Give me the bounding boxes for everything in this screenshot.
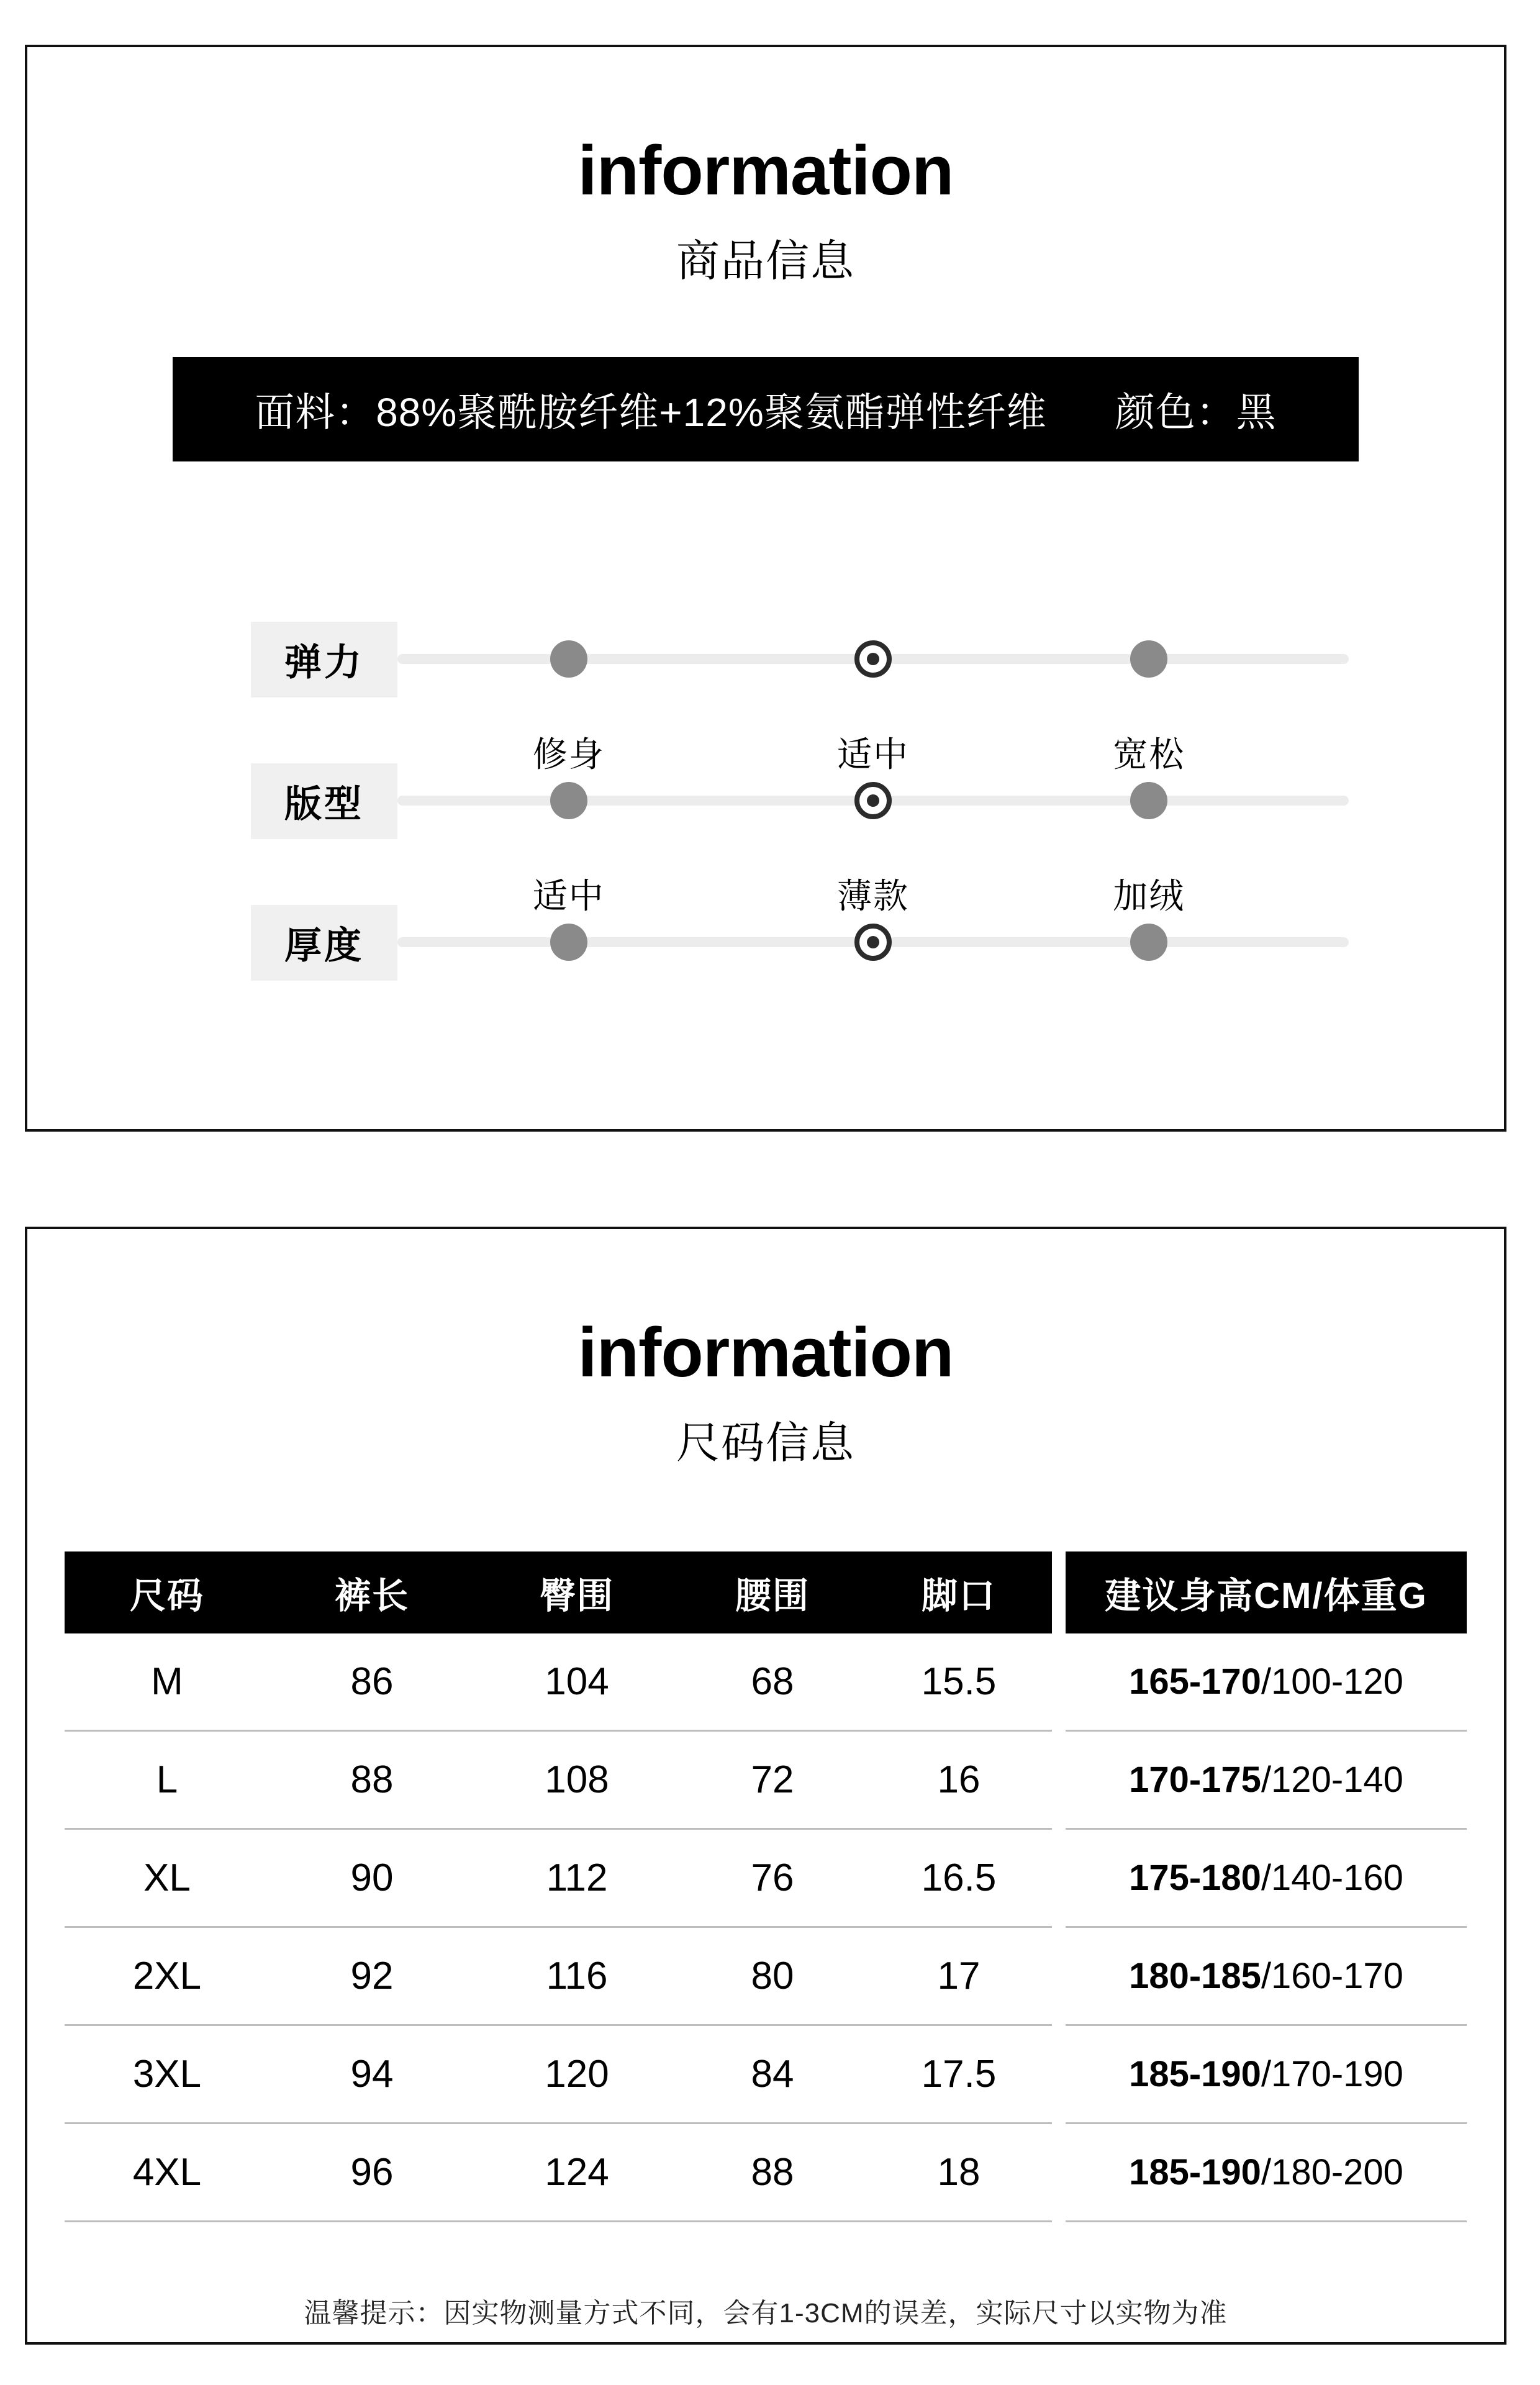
- attribute-track-thickness: [397, 869, 1349, 1011]
- product-panel-title-en: information: [578, 132, 954, 209]
- cell-waist: 68: [679, 1633, 866, 1732]
- cell-recommendation: [1066, 2124, 1467, 2222]
- product-information-panel: [25, 45, 1506, 1132]
- cell-hip: 116: [474, 1928, 679, 2026]
- size-table-header-row: [65, 1551, 1467, 1633]
- size-panel-title-en: information: [578, 1314, 954, 1391]
- size-table: [65, 1551, 1467, 2222]
- rec-weight: /120-140: [1261, 1759, 1403, 1800]
- attribute-row-elasticity: [251, 586, 1349, 727]
- rec-weight: /180-200: [1261, 2151, 1403, 2192]
- attribute-row-thickness: [251, 869, 1349, 1011]
- cell-length: 86: [270, 1633, 474, 1732]
- table-row: [65, 1633, 1467, 1732]
- cell-size: 4XL: [65, 2124, 270, 2222]
- column-header-hip: 臀围: [474, 1551, 679, 1633]
- product-panel-title-cn: 商品信息: [676, 236, 855, 285]
- measurement-tip: 温馨提示：因实物测量方式不同，会有1-3CM的误差，实际尺寸以实物为准: [304, 2297, 1228, 2328]
- column-header-length: 裤长: [270, 1551, 474, 1633]
- table-row: [65, 1830, 1467, 1928]
- table-row: [65, 1732, 1467, 1830]
- cell-cuff: 16.5: [866, 1830, 1052, 1928]
- cell-cuff: 17: [866, 1928, 1052, 2026]
- rec-height: 165-170: [1129, 1661, 1261, 1702]
- slider-stop-label: 宽松: [1113, 734, 1185, 774]
- cell-hip: 124: [474, 2124, 679, 2222]
- attribute-label-thickness: 厚度: [251, 905, 397, 981]
- slider-stop[interactable]: [1130, 640, 1167, 678]
- rec-weight: /170-190: [1261, 2053, 1403, 2094]
- color-text: 颜色：黑: [1115, 389, 1277, 435]
- slider-stop[interactable]: [550, 782, 587, 819]
- cell-size: XL: [65, 1830, 270, 1928]
- size-panel-title-cn: 尺码信息: [676, 1418, 855, 1467]
- fabric-text: 面料：88%聚酰胺纤维+12%聚氨酯弹性纤维: [255, 389, 1047, 435]
- slider-stop[interactable]: [1130, 924, 1167, 961]
- rec-height: 175-180: [1129, 1857, 1261, 1898]
- cell-length: 88: [270, 1732, 474, 1830]
- attribute-track-fit: [397, 727, 1349, 869]
- attribute-label-fit: 版型: [251, 763, 397, 839]
- row-gap: [1052, 1633, 1066, 1732]
- row-gap: [1052, 2026, 1066, 2124]
- cell-waist: 88: [679, 2124, 866, 2222]
- cell-length: 90: [270, 1830, 474, 1928]
- table-row: [65, 2124, 1467, 2222]
- rec-height: 185-190: [1129, 2053, 1261, 2094]
- cell-hip: 104: [474, 1633, 679, 1732]
- slider-stop[interactable]: [550, 924, 587, 961]
- cell-hip: 120: [474, 2026, 679, 2124]
- cell-length: 92: [270, 1928, 474, 2026]
- cell-recommendation: [1066, 1633, 1467, 1732]
- cell-length: 96: [270, 2124, 474, 2222]
- slider-stop[interactable]: [550, 640, 587, 678]
- slider-stop-selected[interactable]: [854, 640, 892, 678]
- column-header-size: 尺码: [65, 1551, 270, 1633]
- attribute-row-fit: [251, 727, 1349, 869]
- rec-height: 185-190: [1129, 2151, 1261, 2192]
- cell-waist: 72: [679, 1732, 866, 1830]
- slider-stop-label: 修身: [532, 734, 605, 774]
- cell-waist: 80: [679, 1928, 866, 2026]
- row-gap: [1052, 1928, 1066, 2026]
- cell-length: 94: [270, 2026, 474, 2124]
- table-row: [65, 1928, 1467, 2026]
- cell-size: 3XL: [65, 2026, 270, 2124]
- column-header-waist: 腰围: [679, 1551, 866, 1633]
- cell-cuff: 16: [866, 1732, 1052, 1830]
- cell-cuff: 17.5: [866, 2026, 1052, 2124]
- slider-stop-label: 薄款: [837, 876, 909, 915]
- slider-stop-label: 加绒: [1113, 876, 1185, 915]
- cell-cuff: 15.5: [866, 1633, 1052, 1732]
- attribute-slider-list: [27, 586, 1504, 1011]
- slider-stop-selected[interactable]: [854, 924, 892, 961]
- cell-recommendation: [1066, 1732, 1467, 1830]
- cell-recommendation: [1066, 2026, 1467, 2124]
- rec-weight: /140-160: [1261, 1857, 1403, 1898]
- row-gap: [1052, 1732, 1066, 1830]
- row-gap: [1052, 2124, 1066, 2222]
- rec-weight: /100-120: [1261, 1661, 1403, 1702]
- cell-hip: 112: [474, 1830, 679, 1928]
- rec-weight: /160-170: [1261, 1955, 1403, 1996]
- cell-size: L: [65, 1732, 270, 1830]
- size-information-panel: [25, 1227, 1506, 2345]
- attribute-track-elasticity: [397, 586, 1349, 727]
- slider-stop[interactable]: [1130, 782, 1167, 819]
- cell-recommendation: [1066, 1928, 1467, 2026]
- slider-stop-selected[interactable]: [854, 782, 892, 819]
- cell-cuff: 18: [866, 2124, 1052, 2222]
- cell-hip: 108: [474, 1732, 679, 1830]
- slider-stop-label: 适中: [532, 876, 605, 915]
- fabric-color-bar: [173, 357, 1359, 461]
- attribute-label-elasticity: 弹力: [251, 622, 397, 697]
- cell-waist: 76: [679, 1830, 866, 1928]
- column-header-cuff: 脚口: [866, 1551, 1052, 1633]
- cell-size: M: [65, 1633, 270, 1732]
- rec-height: 170-175: [1129, 1759, 1261, 1800]
- header-gap: [1052, 1551, 1066, 1633]
- cell-waist: 84: [679, 2026, 866, 2124]
- rec-height: 180-185: [1129, 1955, 1261, 1996]
- table-row: [65, 2026, 1467, 2124]
- column-header-recommendation: 建议身高CM/体重G: [1066, 1551, 1467, 1633]
- slider-stop-label: 适中: [837, 734, 909, 774]
- cell-size: 2XL: [65, 1928, 270, 2026]
- row-gap: [1052, 1830, 1066, 1928]
- cell-recommendation: [1066, 1830, 1467, 1928]
